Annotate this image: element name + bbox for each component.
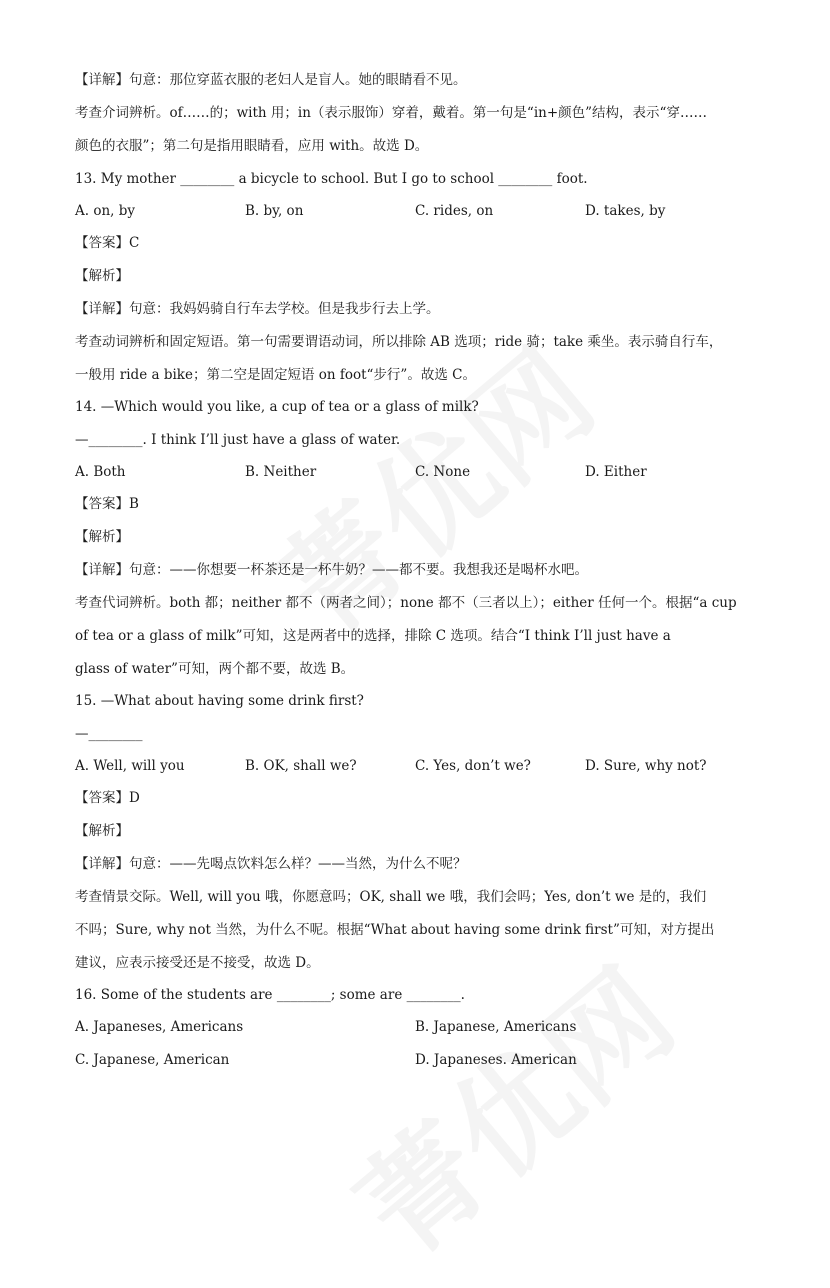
watermark [317, 924, 703, 1287]
q15-option-d: D. Sure, why not? [585, 758, 707, 774]
explanation-line: 【详解】句意：我妈妈骑自行车去学校。但是我步行去上学。 [75, 301, 440, 317]
q13-option-a: A. on, by [75, 203, 136, 219]
explanation-line: 颜色的衣服”；第二句是指用眼睛看，应用 with。故选 D。 [75, 138, 429, 154]
answer-15: 【答案】D [75, 790, 140, 806]
watermark [237, 304, 623, 667]
explanation-line: 考查动词辨析和固定短语。第一句需要谓语动词，所以排除 AB 选项；ride 骑；take 乘坐。表示骑自行车， [75, 334, 723, 350]
explanation-line: 考查代词辨析。both 都；neither 都不（两者之间）；none 都不（三者以上）；either 任何一个。根据“a cup [75, 595, 737, 611]
q13-option-b: B. by, on [245, 203, 304, 219]
q16-option-b: B. Japanese, Americans [415, 1019, 577, 1035]
q14-option-c: C. None [415, 464, 471, 480]
q14-option-d: D. Either [585, 464, 647, 480]
analysis-15: 【解析】 [75, 823, 129, 839]
q16-option-d: D. Japaneses. American [415, 1052, 577, 1068]
q16-option-c: C. Japanese, American [75, 1052, 230, 1068]
question-14: 14. —Which would you like, a cup of tea or a glass of milk? [75, 399, 479, 415]
question-15-response: —________ [75, 726, 143, 742]
q15-option-b: B. OK, shall we? [245, 758, 357, 774]
q14-option-a: A. Both [75, 464, 126, 480]
q16-option-a: A. Japaneses, Americans [75, 1019, 244, 1035]
analysis-13: 【解析】 [75, 268, 129, 284]
explanation-line: 【详解】句意：——先喝点饮料怎么样？——当然，为什么不呢？ [75, 856, 467, 872]
explanation-line: glass of water”可知，两个都不要，故选 B。 [75, 661, 355, 677]
q13-option-d: D. takes, by [585, 203, 666, 219]
explanation-line: of tea or a glass of milk”可知，这是两者中的选择，排除 C 选项。结合“I think I’ll just have a [75, 628, 671, 644]
question-16: 16. Some of the students are ________; some are ________. [75, 987, 465, 1003]
q15-option-c: C. Yes, don’t we? [415, 758, 531, 774]
q14-option-b: B. Neither [245, 464, 317, 480]
question-15: 15. —What about having some drink first? [75, 693, 364, 709]
q13-option-c: C. rides, on [415, 203, 494, 219]
explanation-line: 【详解】句意：——你想要一杯茶还是一杯牛奶？——都不要。我想我还是喝杯水吧。 [75, 562, 588, 578]
q15-option-a: A. Well, will you [75, 758, 185, 774]
explanation-line: 考查情景交际。Well, will you 哦，你愿意吗；OK, shall we 哦，我们会吗；Yes, don’t we 是的，我们 [75, 889, 707, 905]
analysis-14: 【解析】 [75, 529, 129, 545]
question-13: 13. My mother ________ a bicycle to school. But I go to school ________ foot. [75, 171, 588, 187]
explanation-line: 一般用 ride a bike；第二空是固定短语 on foot“步行”。故选 C。 [75, 367, 476, 383]
explanation-line: 考查介词辨析。of……的；with 用；in（表示服饰）穿着，戴着。第一句是“in+颜色”结构，表示“穿…… [75, 105, 707, 121]
explanation-line: 不吗；Sure, why not 当然，为什么不呢。根据“What about having some drink first”可知，对方提出 [75, 922, 715, 938]
answer-14: 【答案】B [75, 496, 139, 512]
explanation-line: 建议，应表示接受还是不接受，故选 D。 [75, 955, 320, 971]
explanation-line: 【详解】句意：那位穿蓝衣服的老妇人是盲人。她的眼睛看不见。 [75, 72, 467, 88]
answer-13: 【答案】C [75, 235, 140, 251]
question-14-response: —________. I think I’ll just have a glass of water. [75, 432, 401, 448]
